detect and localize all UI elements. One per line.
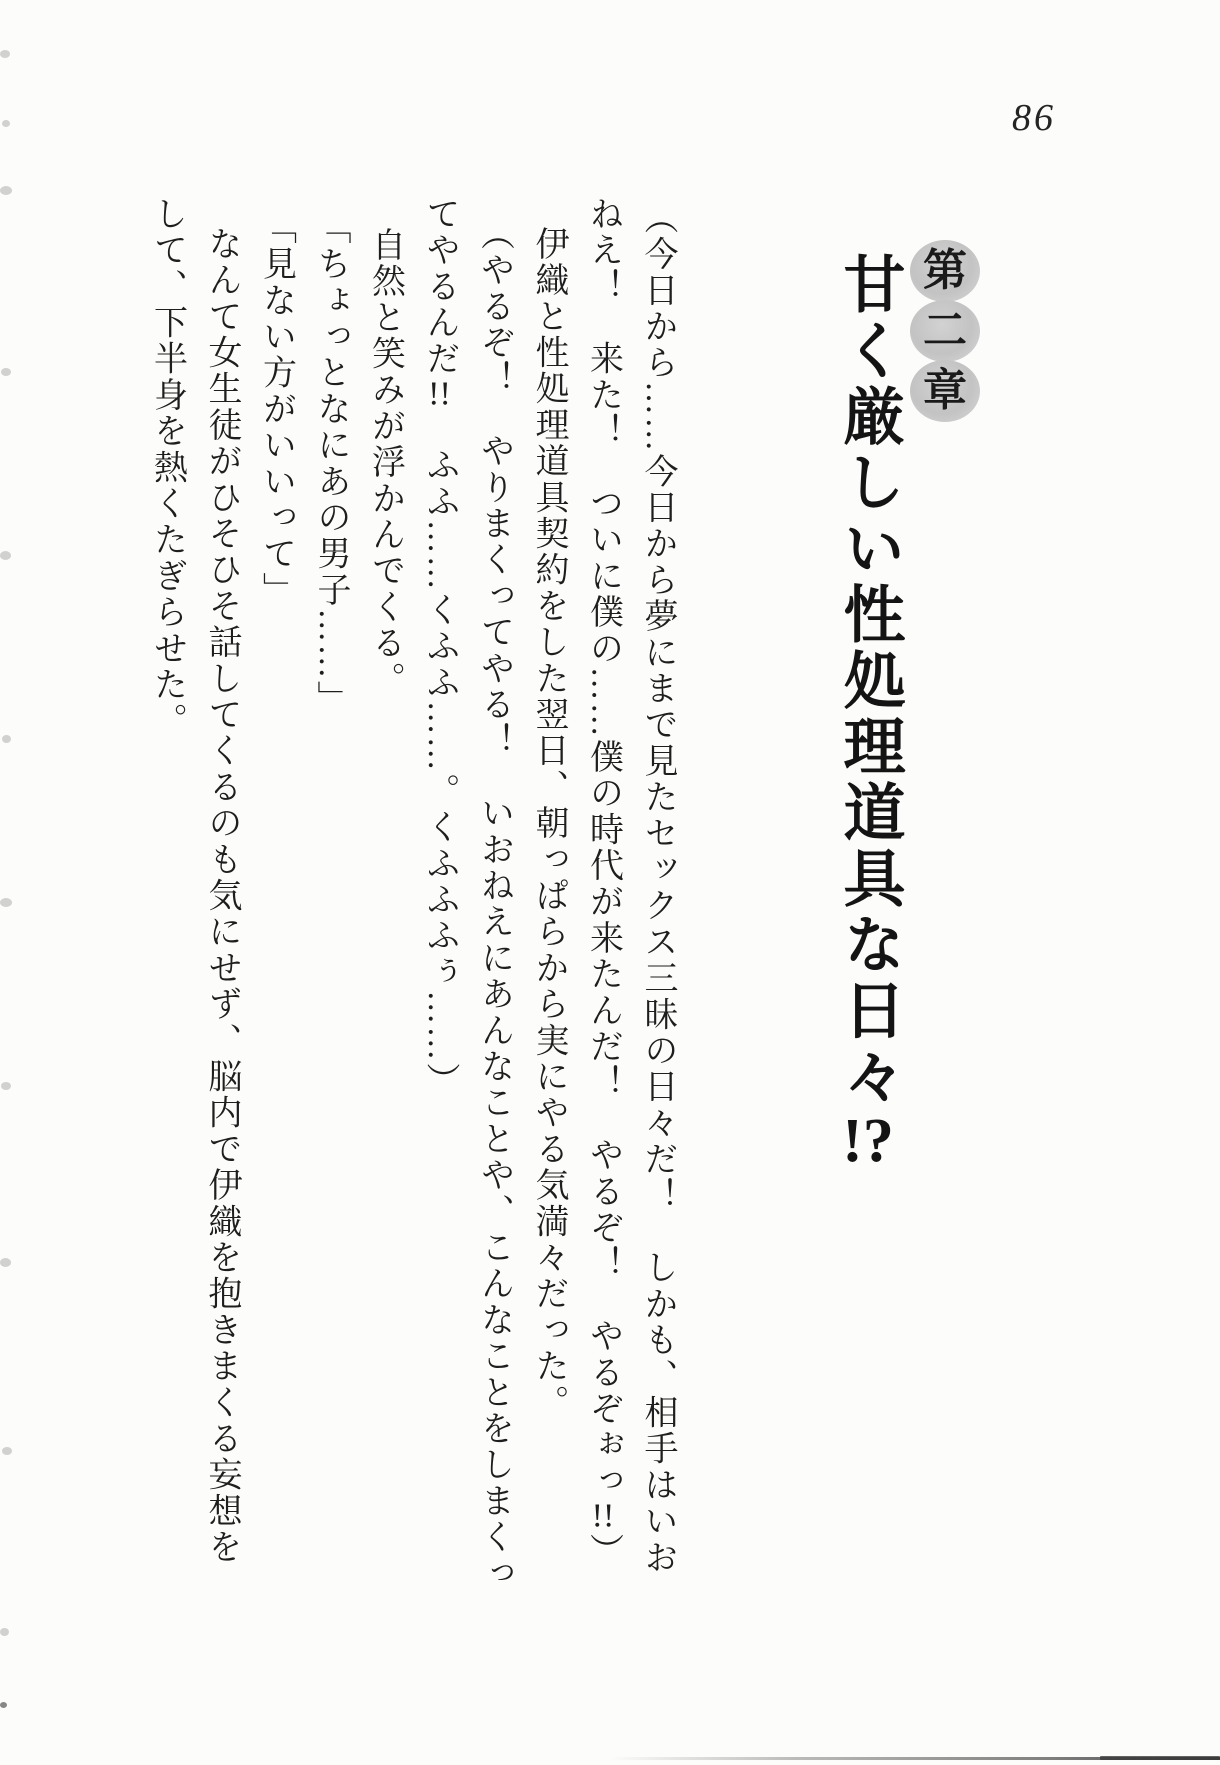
text-line <box>357 196 412 1631</box>
chapter-badge-circle <box>910 300 980 362</box>
scan-artifact <box>2 1447 12 1455</box>
text-run: 「ちょっとなにあの男子……」 <box>312 210 349 717</box>
text-line <box>248 196 303 1631</box>
text-run: 甘く厳しい性処理道具な日々 <box>834 252 902 1110</box>
text-line <box>521 196 576 1631</box>
scan-artifact <box>1 1082 11 1090</box>
text-line <box>466 196 521 1631</box>
scan-artifact <box>0 50 10 58</box>
text-run: なんて女生徒がひそひそ話してくるのも気にせず、脳内で伊織を抱きまくる妄想を <box>203 226 240 1566</box>
text-run: ） <box>584 1533 622 1570</box>
scan-edge-line-dark <box>1100 1756 1220 1760</box>
chapter-badge-character: 章 <box>923 366 967 415</box>
scan-artifact <box>0 1628 9 1636</box>
text-run: して、下半身を熱くたぎらせた。 <box>148 196 186 739</box>
text-run: てやるんだ <box>421 196 458 377</box>
chapter-badge-character: 第 <box>923 246 967 295</box>
chapter-badge-circle <box>910 360 980 422</box>
body-text <box>139 196 684 1631</box>
text-run: ふふ……くふふ……。くふふふぅ……） <box>421 411 458 1099</box>
chapter-badge-circle <box>910 240 980 302</box>
scan-artifact <box>0 1702 7 1708</box>
tate-chu-yoko: !! <box>591 1499 615 1534</box>
text-run: （今日から……今日から夢にまで見たセックス三昧の日々だ！ しかも、相手はいお <box>639 200 676 1576</box>
page-number: 86 <box>1012 97 1056 139</box>
tate-chu-yoko: !! <box>428 377 451 411</box>
text-run: 伊織と性処理道具契約をした翌日、朝っぱらから実にやる気満々だった。 <box>530 226 567 1421</box>
chapter-badge <box>910 240 984 422</box>
text-line <box>412 196 467 1631</box>
scan-artifact <box>1 368 11 376</box>
tate-chu-yoko: !? <box>842 1110 894 1172</box>
chapter-title <box>824 252 913 1302</box>
text-line <box>303 196 358 1631</box>
scan-artifact <box>0 551 11 560</box>
scan-artifact <box>2 120 10 127</box>
chapter-badge-character: 二 <box>923 306 967 355</box>
text-line <box>575 196 630 1631</box>
text-run: 自然と笑みが浮かんでくる。 <box>366 227 404 698</box>
text-run: （やるぞ！ やりまくってやる！ いおねえにあんなことや、こんなことをしまくっ <box>475 216 513 1592</box>
text-run: 「見ない方がいいって」 <box>257 210 295 609</box>
scan-artifact <box>0 186 12 195</box>
text-line <box>630 196 685 1631</box>
scan-artifact <box>0 1258 11 1267</box>
scan-artifact <box>0 898 12 907</box>
text-run: ねえ！ 来た！ ついに僕の……僕の時代が来たんだ！ やるぞ！ やるぞぉっ <box>584 196 622 1500</box>
scan-artifact <box>2 735 11 743</box>
text-line <box>139 196 194 1631</box>
text-line <box>194 196 249 1631</box>
